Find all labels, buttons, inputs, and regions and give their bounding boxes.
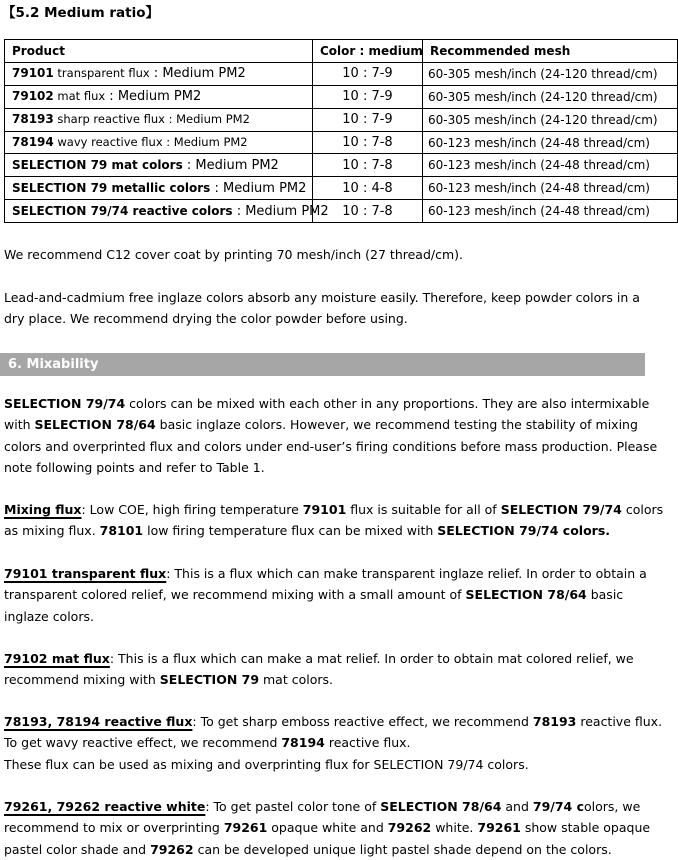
text-run: mat colors. — [259, 672, 333, 688]
product-code: 79101 — [12, 66, 54, 81]
text-run: These flux can be used as mixing and overprinting flux for SELECTION 79/74 colors. — [4, 756, 529, 772]
product-name: transparent flux — [53, 66, 150, 81]
text-run: : To get sharp emboss reactive effect, we recommend — [192, 714, 533, 729]
product-code: SELECTION 79/74 reactive colors — [12, 203, 233, 218]
bold-term: 79261 — [477, 820, 521, 836]
mixing-flux-paragraph — [4, 499, 664, 542]
mesh-cell: 60-123 mesh/inch (24-48 thread/cm) — [423, 177, 678, 200]
product-medium: : Medium PM2 — [232, 203, 329, 219]
product-code: 78194 — [12, 135, 54, 149]
header-product: Product — [5, 40, 313, 63]
ratio-cell: 10 : 7-9 — [313, 62, 423, 85]
mesh-cell: 60-123 mesh/inch (24-48 thread/cm) — [423, 200, 678, 223]
mesh-cell: 60-123 mesh/inch (24-48 thread/cm) — [423, 131, 678, 154]
text-run: can be developed unique light pastel shade depend on the colors. — [193, 841, 612, 857]
product-cell — [5, 108, 313, 131]
reactive-white-paragraph — [4, 796, 664, 860]
text-run: colors as mixing flux. — [4, 502, 664, 539]
section-heading-mixability: 6. Mixability — [0, 353, 645, 376]
bold-term: SELECTION 79 — [159, 672, 260, 688]
table-row — [5, 200, 678, 223]
reactive-flux-label: 78193, 78194 reactive flux — [4, 714, 193, 729]
mesh-cell: 60-305 mesh/inch (24-120 thread/cm) — [423, 108, 678, 131]
text-run: low firing temperature flux can be mixed with — [143, 523, 438, 539]
mat-flux-paragraph — [4, 648, 664, 691]
product-code: 79102 — [12, 89, 54, 104]
product-cell — [5, 154, 313, 177]
mixability-intro — [4, 393, 664, 478]
product-cell — [5, 177, 313, 200]
header-color-medium: Color : medium — [313, 40, 423, 63]
bold-term: SELECTION 78/64 — [34, 417, 156, 433]
bold-term: 78193 — [532, 714, 577, 729]
moisture-note: Lead-and-cadmium free inglaze colors absorb any moisture easily. Therefore, keep powder colors in a dry place. We recommend drying the color powder before using. — [4, 290, 640, 327]
bold-term: 79262 — [150, 841, 194, 857]
bold-term: 79101 — [302, 502, 347, 517]
product-cell — [5, 131, 313, 154]
text-run: : This is a flux which can make a mat relief. In order to obtain mat colored relief, we recommend mixing with — [4, 651, 634, 688]
text-run: flux is suitable for all of — [346, 502, 501, 517]
bold-term: 79261 — [223, 820, 268, 836]
ratio-cell: 10 : 7-9 — [313, 108, 423, 131]
transparent-flux-paragraph — [4, 563, 664, 627]
product-medium: : Medium PM2 — [105, 89, 202, 105]
product-name: mat flux — [53, 89, 106, 104]
ratio-cell: 10 : 7-9 — [313, 85, 423, 108]
cover-coat-note: We recommend C12 cover coat by printing 70 mesh/inch (27 thread/cm). — [4, 247, 463, 262]
table-row — [5, 154, 678, 177]
text-run: : This is a flux which can make transparent inglaze relief. In order to obtain a transparent colored relief, we recommend mixing with a small amount of — [4, 566, 647, 603]
bold-term: SELECTION 78/64 — [380, 799, 502, 814]
text-run: show stable opaque pastel color shade and — [4, 820, 651, 857]
ratio-cell: 10 : 7-8 — [313, 154, 423, 177]
bold-term: 78101 — [99, 523, 144, 539]
product-name: sharp reactive flux : Medium PM2 — [53, 112, 250, 127]
table-row — [5, 62, 678, 85]
mesh-cell: 60-123 mesh/inch (24-48 thread/cm) — [423, 154, 678, 177]
ratio-cell: 10 : 7-8 — [313, 200, 423, 223]
text-run: and — [501, 799, 533, 814]
table-row — [5, 131, 678, 154]
product-cell — [5, 62, 313, 85]
text-run: : Low COE, high firing temperature — [81, 502, 303, 517]
mesh-cell: 60-305 mesh/inch (24-120 thread/cm) — [423, 85, 678, 108]
mixing-flux-label: Mixing flux — [4, 502, 82, 517]
table-row — [5, 85, 678, 108]
product-medium: : Medium PM2 — [182, 157, 279, 173]
bold-term: 79262 — [387, 820, 432, 836]
bold-term: SELECTION 79/74 — [500, 502, 622, 517]
text-run: reactive flux. To get wavy reactive effect, we recommend — [4, 714, 663, 751]
bold-term: 79/74 c — [532, 799, 585, 814]
bold-term: SELECTION 79/74 — [4, 396, 126, 411]
text-run: opaque white and — [267, 820, 388, 836]
table-row — [5, 108, 678, 131]
header-recommended-mesh: Recommended mesh — [423, 40, 678, 63]
text-run: olors, we recommend to mix or overprinting — [4, 799, 641, 836]
product-cell — [5, 200, 329, 223]
ratio-cell: 10 : 4-8 — [313, 177, 423, 200]
mat-flux-label: 79102 mat flux — [4, 651, 110, 666]
transparent-flux-label: 79101 transparent flux — [4, 566, 167, 581]
text-run: : To get pastel color tone of — [205, 799, 381, 814]
table-header-row — [5, 40, 678, 63]
reactive-flux-paragraph — [4, 711, 664, 775]
section-heading-medium-ratio: 【5.2 Medium ratio】 — [2, 5, 159, 21]
table-row — [5, 177, 678, 200]
product-medium: : Medium PM2 — [149, 66, 246, 82]
ratio-cell: 10 : 7-8 — [313, 131, 423, 154]
text-run: reactive flux. — [324, 735, 411, 751]
product-code: SELECTION 79 mat colors — [12, 157, 183, 172]
mesh-cell: 60-305 mesh/inch (24-120 thread/cm) — [423, 62, 678, 85]
product-code: SELECTION 79 metallic colors — [12, 180, 211, 195]
text-run: colors can be mixed with each other in any proportions. They are also intermixable with — [4, 396, 650, 433]
bold-term: SELECTION 78/64 — [465, 587, 587, 603]
medium-ratio-table — [4, 39, 678, 223]
text-run: basic inglaze colors. However, we recommend testing the stability of mixing colors and overprinted flux and colors under end-user’s firing conditions before mass production. Please note following points and refer to Table 1. — [4, 417, 658, 475]
text-run: white. — [431, 820, 478, 836]
product-cell — [5, 85, 313, 108]
bold-term: SELECTION 79/74 colors. — [437, 523, 611, 539]
text-run: basic inglaze colors. — [4, 587, 624, 624]
product-medium: : Medium PM2 — [210, 180, 307, 196]
product-code: 78193 — [12, 112, 54, 127]
product-name: wavy reactive flux : Medium PM2 — [53, 135, 248, 149]
bold-term: 78194 — [281, 735, 325, 751]
reactive-white-label: 79261, 79262 reactive white — [4, 799, 206, 814]
